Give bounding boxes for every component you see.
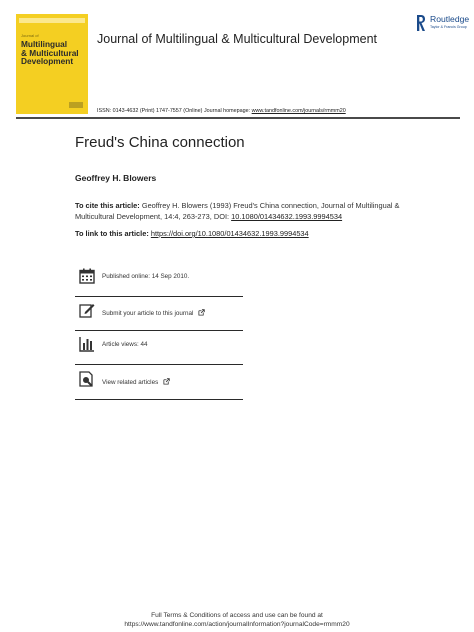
routledge-logo-icon [416,14,426,32]
cover-publisher-logo [69,102,83,108]
views-row [75,335,243,359]
related-articles-link[interactable] [102,377,170,386]
publisher-name: Routledge [430,14,470,24]
edit-icon [79,302,95,318]
issn-line [97,108,346,114]
published-row [75,267,243,291]
header-divider [16,117,460,119]
submit-article-link[interactable] [102,308,205,317]
divider [75,399,243,400]
related-row[interactable] [75,370,243,394]
footer-terms-text: Full Terms & Conditions of access and use can be found at [151,612,323,619]
author-name: Geoffrey H. Blowers [75,173,157,183]
cite-text: Geoffrey H. Blowers (1993) Freud's China connection, Journal of Multilingual & Multicultural Development, 14:4, 263-273, DOI: [75,201,400,221]
related-articles-label: View related articles [102,379,159,386]
article-title: Freud's China connection [75,134,245,151]
cover-title [21,40,87,66]
cover-title-line: & Multicultural [21,47,79,58]
footer [0,612,474,629]
calendar-icon [79,268,95,284]
issn-text: ISSN: 0143-4632 (Print) 1747-7557 (Online) Journal homepage: [97,108,252,114]
journal-homepage-link[interactable]: www.tandfonline.com/journals/rmmm20 [251,108,346,114]
footer-terms-link[interactable]: https://www.tandfonline.com/action/journalInformation?journalCode=rmmm20 [124,620,350,628]
search-document-icon [79,371,95,387]
bar-chart-icon [79,336,95,352]
external-link-icon [198,309,205,316]
cover-top-band [19,18,85,23]
published-date: Published online: 14 Sep 2010. [102,273,190,280]
submit-article-label: Submit your article to this journal [102,310,194,317]
cover-small-text: Journal of [21,33,39,38]
cite-label: To cite this article: [75,201,140,210]
cover-title-line: Multilingual [21,39,68,49]
journal-title[interactable]: Journal of Multilingual & Multicultural Development [97,32,377,46]
journal-cover-thumbnail [16,14,88,114]
external-link-icon [163,378,170,385]
link-label: To link to this article: [75,229,151,238]
cover-title-line: Development [21,56,74,66]
cite-doi-link[interactable]: 10.1080/01434632.1993.9994534 [231,211,343,221]
citation-block [75,201,435,222]
divider [75,296,243,297]
divider [75,364,243,365]
doi-link[interactable]: https://doi.org/10.1080/01434632.1993.9994534 [150,229,309,238]
publisher-subtitle: Taylor & Francis Group [430,25,467,29]
divider [75,330,243,331]
link-block [75,229,309,238]
article-views: Article views: 44 [102,341,148,348]
submit-row[interactable] [75,301,243,325]
